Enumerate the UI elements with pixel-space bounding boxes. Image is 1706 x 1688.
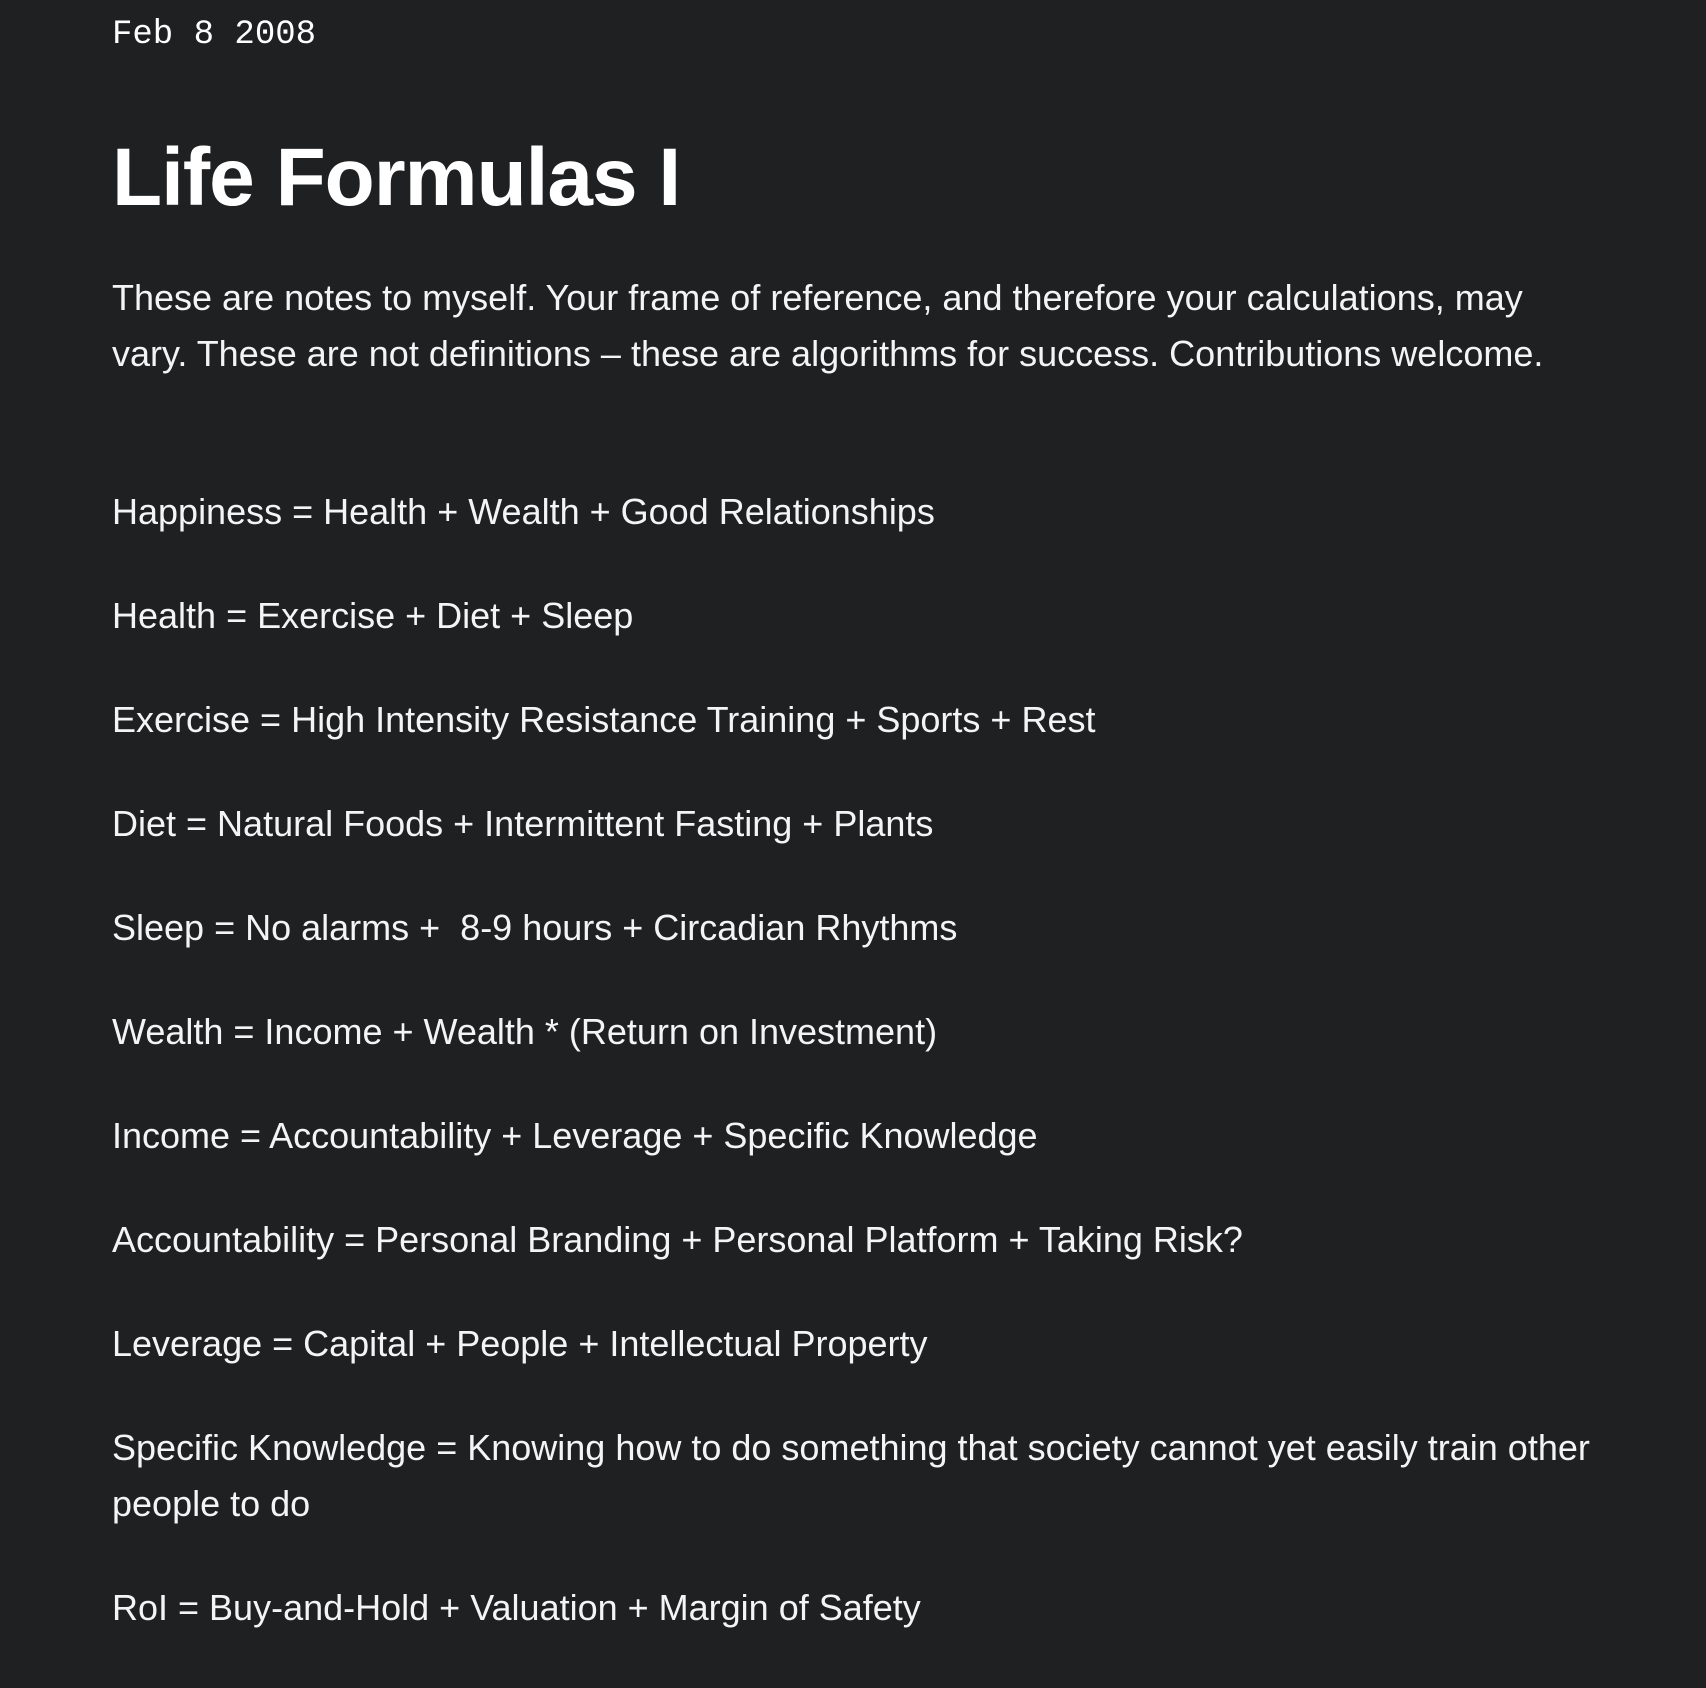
formula-income: Income = Accountability + Leverage + Specific Knowledge — [112, 1115, 1038, 1156]
page-title: Life Formulas I — [112, 132, 681, 223]
formula-leverage: Leverage = Capital + People + Intellectual Property — [112, 1323, 928, 1364]
formula-accountability: Accountability = Personal Branding + Personal Platform + Taking Risk? — [112, 1219, 1243, 1260]
formula-list — [112, 484, 1600, 1684]
formula-specific-knowledge: Specific Knowledge = Knowing how to do something that society cannot yet easily train other people to do — [112, 1427, 1600, 1524]
formula-wealth: Wealth = Income + Wealth * (Return on Investment) — [112, 1011, 938, 1052]
intro-paragraph: These are notes to myself. Your frame of reference, and therefore your calculations, may vary. These are not definitions – these are algorithms for success. Contributions welcome. — [112, 277, 1544, 374]
formula-sleep: Sleep = No alarms + 8-9 hours + Circadian Rhythms — [112, 907, 958, 948]
formula-roi: RoI = Buy-and-Hold + Valuation + Margin of Safety — [112, 1587, 921, 1628]
formula-exercise: Exercise = High Intensity Resistance Training + Sports + Rest — [112, 699, 1096, 740]
formula-diet: Diet = Natural Foods + Intermittent Fasting + Plants — [112, 803, 934, 844]
formula-happiness: Happiness = Health + Wealth + Good Relationships — [112, 491, 935, 532]
formula-health: Health = Exercise + Diet + Sleep — [112, 595, 634, 636]
post-date: Feb 8 2008 — [112, 16, 317, 54]
